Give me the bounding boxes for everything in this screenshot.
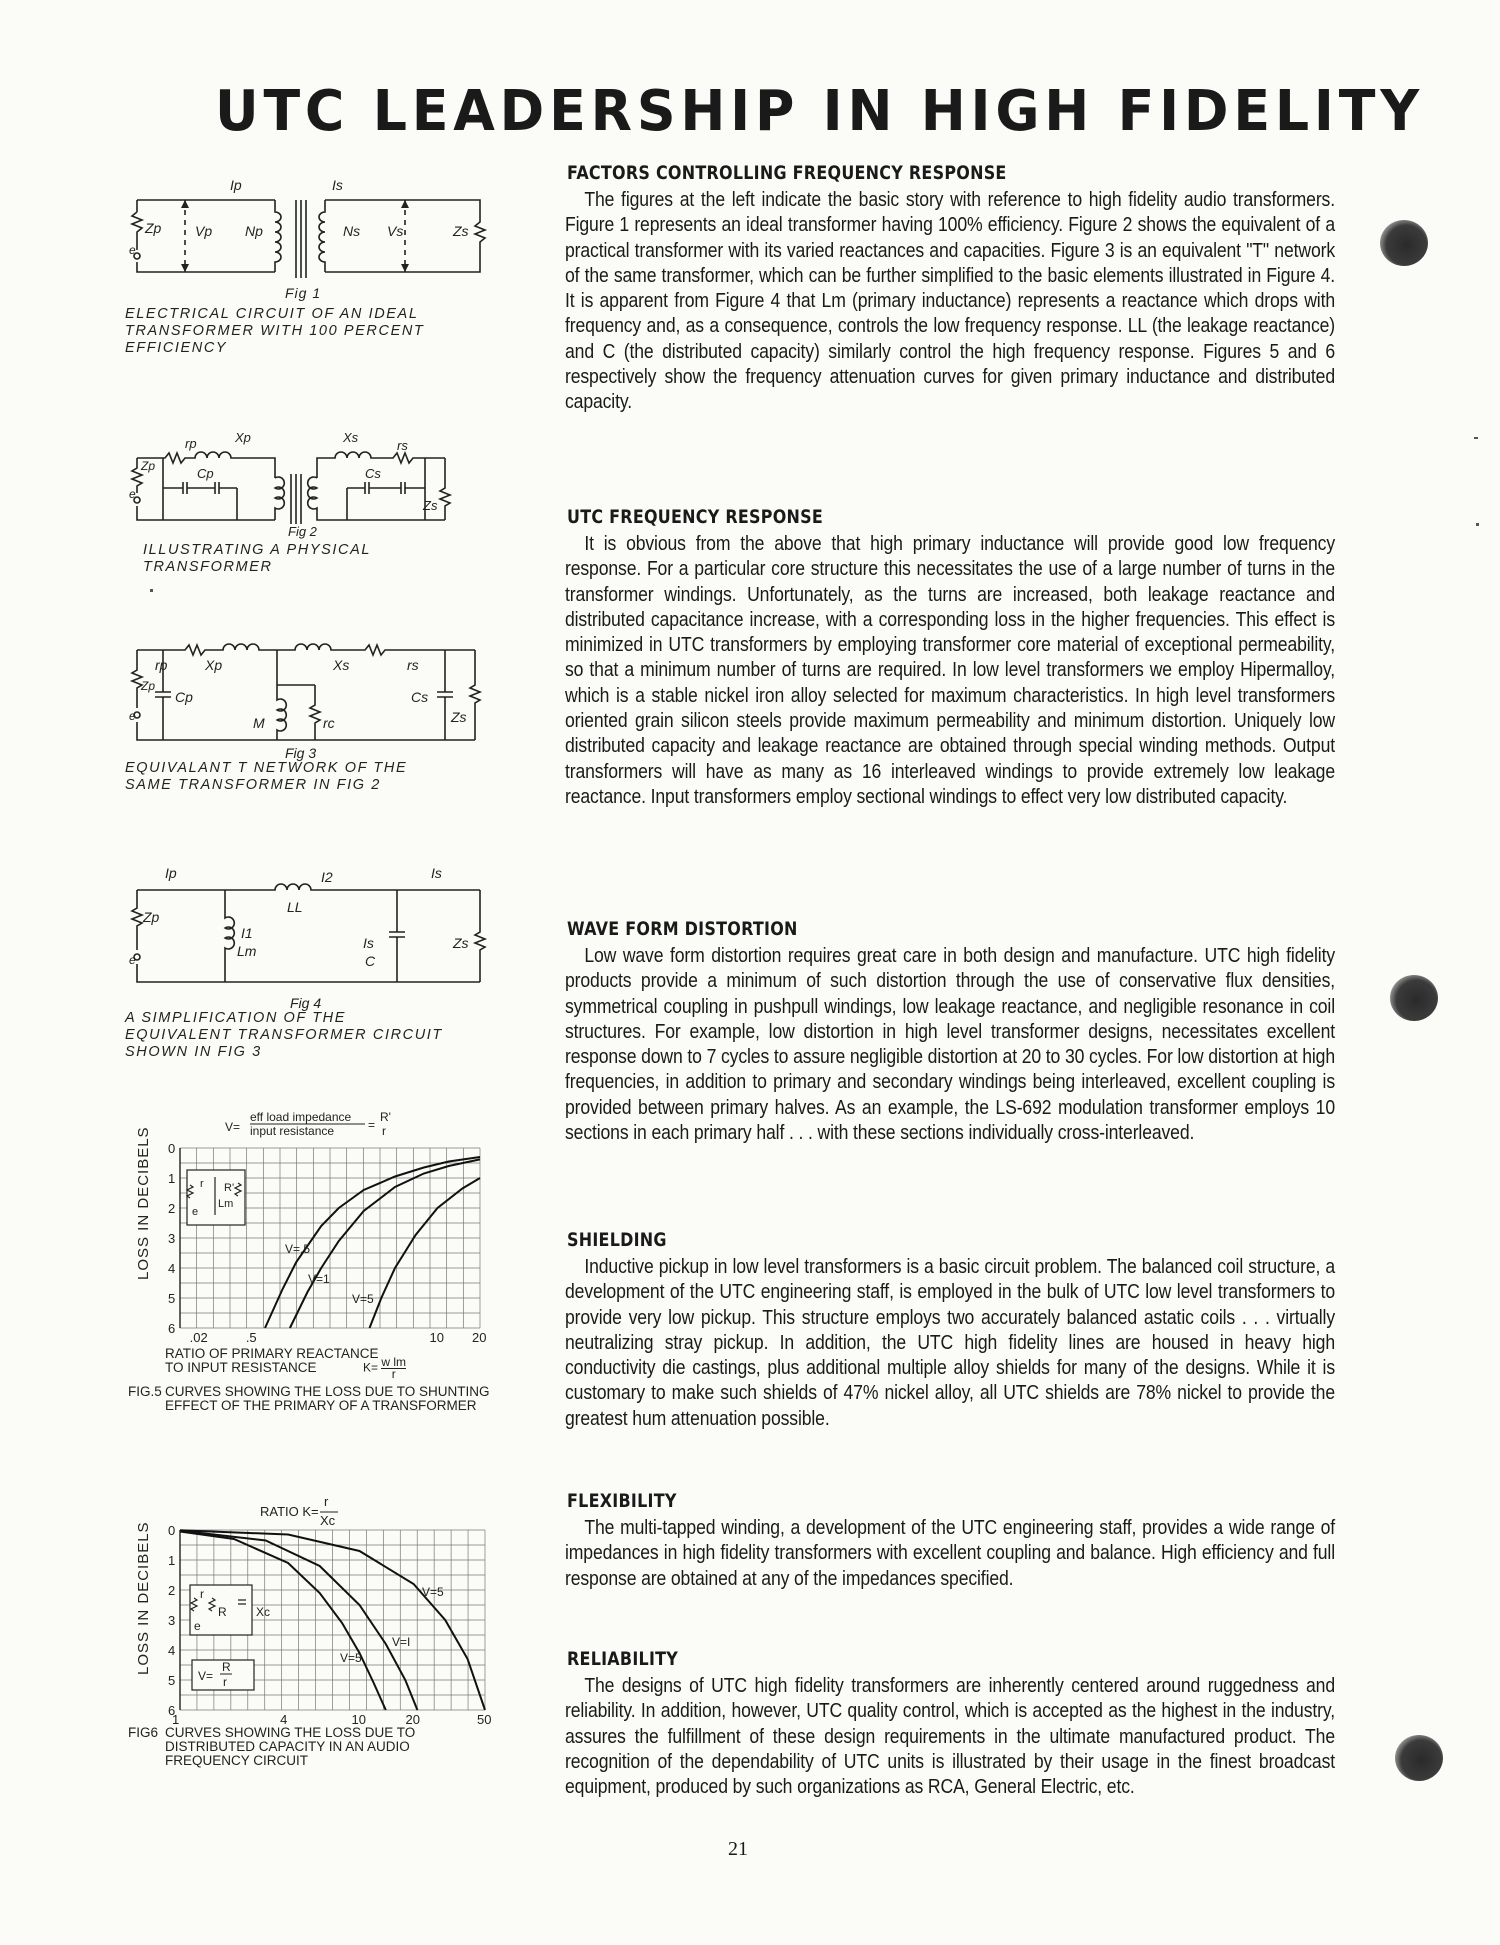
fig4-label-c: C <box>365 953 376 969</box>
fig2-label-cs: Cs <box>365 466 381 481</box>
fig3-label-cp: Cp <box>175 689 193 705</box>
section-heading: WAVE FORM DISTORTION <box>567 918 798 940</box>
fig5-ylabel: LOSS IN DECIBELS <box>135 1126 152 1280</box>
fig4-label-lm: Lm <box>237 943 257 959</box>
section-wave-form-distortion <box>565 918 1335 1146</box>
x-tick-label: .02 <box>189 1330 208 1345</box>
figure-2 <box>125 428 505 576</box>
fig1-label-e: e <box>129 243 136 257</box>
section-shielding <box>565 1229 1335 1432</box>
y-tick-label: 3 <box>168 1231 176 1246</box>
fig3-label-zp: Zp <box>141 679 156 693</box>
fig6-ratio-num: r <box>324 1494 329 1509</box>
section-factors <box>565 162 1335 416</box>
fig1-label-np: Np <box>245 223 263 239</box>
section-heading: UTC FREQUENCY RESPONSE <box>567 506 824 528</box>
fig2-label-zs: Zs <box>423 498 438 513</box>
fig5-label: FIG.5 <box>128 1384 162 1399</box>
figure-3 <box>125 630 505 794</box>
y-tick-label: 5 <box>168 1673 176 1688</box>
scan-speck <box>1474 437 1478 439</box>
section-heading: FACTORS CONTROLLING FREQUENCY RESPONSE <box>567 162 1007 184</box>
series-annotation: V=.5 <box>285 1242 311 1256</box>
fig5-caption-block <box>128 1385 508 1413</box>
fig4-label-ll: LL <box>287 899 303 915</box>
fig6-ratio-den: Xc <box>320 1513 336 1528</box>
fig4-label-zp: Zp <box>143 909 160 925</box>
fig5-caption: CURVES SHOWING THE LOSS DUE TO SHUNTING EFFECT OF THE PRIMARY OF A TRANSFORMER <box>165 1384 490 1413</box>
punch-hole <box>1395 1735 1443 1781</box>
y-tick-label: 6 <box>168 1703 176 1718</box>
fig3-circuit-diagram <box>125 630 505 760</box>
fig3-label-zs: Zs <box>451 709 467 725</box>
section-utc-frequency-response <box>565 506 1335 810</box>
fig3-label-rs: rs <box>407 657 419 673</box>
fig6-inset-r: r <box>200 1587 204 1601</box>
y-tick-label: 1 <box>168 1171 176 1186</box>
y-tick-label: 4 <box>168 1261 176 1276</box>
fig5-formula-eq: = <box>368 1118 376 1132</box>
fig5-formula-frac-den: r <box>382 1124 386 1138</box>
series-annotation: V=I <box>392 1635 411 1649</box>
fig3-caption: EQUIVALANT T NETWORK OF THE SAME TRANSFORMER IN FIG 2 <box>125 760 408 793</box>
x-tick-label: 4 <box>280 1712 288 1727</box>
series-annotation: V=1 <box>308 1272 330 1286</box>
fig3-label-xp: Xp <box>205 657 223 673</box>
fig2-label-rp: rp <box>185 436 197 451</box>
fig4-label-zs: Zs <box>453 935 469 951</box>
fig4-caption: A SIMPLIFICATION OF THE EQUIVALENT TRANSFORMER CIRCUIT SHOWN IN FIG 3 <box>125 1010 443 1060</box>
fig2-label-zp: Zp <box>141 459 156 473</box>
fig6-caption-block <box>128 1726 508 1768</box>
fig5-k-frac <box>381 1357 406 1380</box>
fig3-label-rc: rc <box>323 715 335 731</box>
page-title: UTC LEADERSHIP IN HIGH FIDELITY <box>215 79 1424 144</box>
punch-hole <box>1390 975 1438 1021</box>
fig1-label-is: Is <box>332 177 343 193</box>
section-reliability <box>565 1648 1335 1800</box>
fig1-label-zs: Zs <box>453 223 469 239</box>
fig6-inset-xc: Xc <box>256 1605 271 1619</box>
punch-hole <box>1380 220 1428 266</box>
fig5-k-num: w lm <box>381 1355 407 1369</box>
fig1-caption: ELECTRICAL CIRCUIT OF AN IDEAL TRANSFORMER WITH 100 PERCENT EFFICIENCY <box>125 306 425 356</box>
fig5-k-left: K= <box>363 1360 379 1375</box>
fig4-number: Fig 4 <box>290 995 322 1011</box>
fig5-formula-v: V= <box>225 1120 241 1134</box>
fig5-xlabel-block <box>165 1346 495 1381</box>
fig3-number: Fig 3 <box>285 745 317 761</box>
fig5-inset-lm: Lm <box>218 1198 234 1210</box>
y-tick-label: 6 <box>168 1321 176 1336</box>
fig3-label-rp: rp <box>155 657 168 673</box>
fig5-xlabel-line2: TO INPUT RESISTANCE <box>165 1360 317 1375</box>
fig4-label-is2: Is <box>363 935 374 951</box>
fig5-formula-frac-num: R' <box>380 1110 391 1124</box>
fig6-inset-v-left: V= <box>198 1669 214 1683</box>
fig5-formula-den: input resistance <box>250 1124 335 1138</box>
fig2-label-rs: rs <box>397 438 408 453</box>
y-tick-label: 0 <box>168 1141 176 1156</box>
fig1-label-vp: Vp <box>195 223 213 239</box>
fig2-label-xp: Xp <box>235 430 251 445</box>
y-tick-label: 2 <box>168 1201 176 1216</box>
x-tick-label: 20 <box>405 1712 421 1727</box>
x-tick-label: 10 <box>351 1712 366 1727</box>
fig6-inset-e: e <box>194 1619 201 1633</box>
fig6-label: FIG6 <box>128 1725 159 1740</box>
fig1-number: Fig 1 <box>285 285 322 301</box>
fig5-inset-e: e <box>192 1206 199 1218</box>
x-tick-label: 50 <box>477 1712 492 1727</box>
x-tick-label: 20 <box>472 1330 487 1345</box>
fig4-label-i1: I1 <box>241 925 253 941</box>
fig6-ylabel: LOSS IN DECIBELS <box>135 1521 152 1675</box>
fig6-inset-R: R <box>218 1605 227 1619</box>
fig3-label-m: M <box>253 715 265 731</box>
fig1-label-ip: Ip <box>230 177 242 193</box>
fig4-label-e: e <box>129 953 136 967</box>
fig5-chart <box>120 1110 500 1345</box>
section-body: The designs of UTC high fidelity transformers are inherently centered around ruggedness and reliability. In addition, however, UTC quality control, which is accepted as the highest in the industry, assures the fulfillment of these design requirements in the ultimate manufactured product. The recognition of the dependability of UTC units is illustrated by their usage in the finest broadcast equipment, produced by such organizations as RCA, General Electric, etc. <box>565 1675 1335 1799</box>
y-tick-label: 4 <box>168 1643 176 1658</box>
fig5-inset-rp: R' <box>224 1182 235 1194</box>
figure-4 <box>125 860 505 1061</box>
fig5-k-den: r <box>391 1367 396 1381</box>
y-tick-label: 5 <box>168 1291 176 1306</box>
scan-speck <box>1476 523 1479 526</box>
fig6-inset-v-den: r <box>223 1675 227 1689</box>
fig6-chart <box>120 1490 500 1730</box>
series-line <box>290 1159 480 1328</box>
figure-1 <box>125 178 505 357</box>
section-body: It is obvious from the above that high primary inductance will provide good low frequency response. For a particular core structure this necessitates the use of a large number of turns in the transformer windings. Unfortunately, as the turns are increased, both leakage reactance and distributed capacitance increase, with a corresponding loss in the higher frequencies. This effect is minimized in UTC transformers by employing transformer core material of exceptional permeability, so that a minimum number of turns are required. In low level transformers we employ Hipermalloy, which is a stable nickel iron alloy selected for maximum characteristics. In high level transformers oriented grain silicon steels provide maximum permeability and minimum distortion. Uniquely low distributed capacity and leakage reactance are obtained through special winding methods. Output transformers will have as many as 16 interleaved windings to provide extremely low leakage reactance. Input transformers employ sectional windings to effect very low distributed capacity. <box>565 533 1335 808</box>
section-heading: FLEXIBILITY <box>567 1490 677 1512</box>
fig6-caption: CURVES SHOWING THE LOSS DUE TO DISTRIBUTED CAPACITY IN AN AUDIO FREQUENCY CIRCUIT <box>165 1725 416 1768</box>
fig1-label-ns: Ns <box>343 223 361 239</box>
y-tick-label: 3 <box>168 1613 176 1628</box>
section-body: Inductive pickup in low level transformers is a basic circuit problem. The balanced coil structure, a development of the UTC engineering staff, is employed in the bulk of UTC low level transformers to provide very low pickup. This structure employs two accurately balanced astatic coils . . . virtually neutralizing stray pickup. In addition, the UTC high fidelity lines are housed in heavy high conductivity die castings, plus additional multiple alloy shields for many of the designs. While it is customary to make such shields of 47% nickel alloy, all UTC shields are 78% nickel to provide the greatest hum attenuation possible. <box>565 1256 1335 1430</box>
section-body: Low wave form distortion requires great care in both design and manufacture. UTC high fidelity products provide a minimum of such distortion through the use of conservative flux densities, symmetrical coupling in pushpull windings, low leakage reactance, and negligible resonance in coil structures. For example, low distortion in high level transformer designs, necessitates excellent response down to 7 cycles to assure negligible distortion at 20 to 30 cycles. For low distortion at high frequencies, in addition to primary and secondary windings being interleaved, excellent coupling is provided between primary halves. As an example, the LS-692 modulation transformer employs 10 sections in each primary half . . . with these sections individually cross-interleaved. <box>565 945 1335 1145</box>
fig3-label-cs: Cs <box>411 689 429 705</box>
fig5-inset-r: r <box>200 1178 204 1190</box>
figure-5 <box>120 1110 500 1413</box>
fig2-circuit-diagram <box>125 428 505 538</box>
section-body: The multi-tapped winding, a development of the UTC engineering staff, provides a wide range of impedances in high fidelity transformers with excellent coupling and balance. High efficiency and full response are obtained at any of the impedances specified. <box>565 1517 1335 1590</box>
fig1-label-vs: Vs <box>387 223 404 239</box>
scan-speck <box>150 589 153 592</box>
page-number: 21 <box>728 1838 748 1860</box>
fig2-caption: ILLUSTRATING A PHYSICAL TRANSFORMER <box>143 542 371 575</box>
fig4-label-i2: I2 <box>321 869 333 885</box>
fig4-label-is: Is <box>431 865 442 881</box>
fig2-label-xs: Xs <box>343 430 359 445</box>
section-flexibility <box>565 1490 1335 1592</box>
section-heading: RELIABILITY <box>567 1648 679 1670</box>
fig5-k-formula <box>363 1357 406 1380</box>
y-tick-label: 1 <box>168 1553 176 1568</box>
fig6-ratio-left: RATIO K= <box>260 1504 319 1519</box>
y-tick-label: 2 <box>168 1583 176 1598</box>
fig5-xlabel-line1: RATIO OF PRIMARY REACTANCE <box>165 1346 379 1361</box>
fig4-circuit-diagram <box>125 860 505 1010</box>
fig5-formula-num: eff load impedance <box>250 1110 352 1124</box>
x-tick-label: .5 <box>245 1330 257 1345</box>
fig3-label-xs: Xs <box>333 657 350 673</box>
fig1-label-zp: Zp <box>145 220 162 236</box>
fig2-number: Fig 2 <box>288 524 317 539</box>
section-body: The figures at the left indicate the basic story with reference to high fidelity audio transformers. Figure 1 represents an ideal transformer having 100% efficiency. Figure 2 shows the equivalent of a practical transformer with its varied reactances and capacities. Figure 3 is an equivalent "T" network of the same transformer, which can be further simplified to the basic elements illustrated in Figure 4. It is apparent from Figure 4 that Lm (primary inductance) represents a reactance which drops with frequency and, as a consequence, controls the low frequency response. LL (the leakage reactance) and C (the distributed capacity) similarly control the high frequency response. Figures 5 and 6 respectively show the frequency attenuation curves for given primary inductance and distributed capacity. <box>565 189 1335 414</box>
series-annotation: V=5 <box>340 1651 362 1665</box>
fig6-inset-v-num: R <box>222 1660 231 1674</box>
fig3-label-e: e <box>129 709 136 723</box>
series-annotation: V=5 <box>352 1292 374 1306</box>
fig4-label-ip: Ip <box>165 865 177 881</box>
x-tick-label: 1 <box>172 1712 180 1727</box>
fig2-label-e: e <box>129 487 136 501</box>
fig2-label-cp: Cp <box>197 466 214 481</box>
y-tick-label: 0 <box>168 1523 176 1538</box>
section-heading: SHIELDING <box>567 1229 667 1251</box>
fig1-circuit-diagram <box>125 177 505 301</box>
series-annotation: V=5 <box>422 1585 444 1599</box>
x-tick-label: 10 <box>429 1330 444 1345</box>
figure-6 <box>120 1490 500 1768</box>
